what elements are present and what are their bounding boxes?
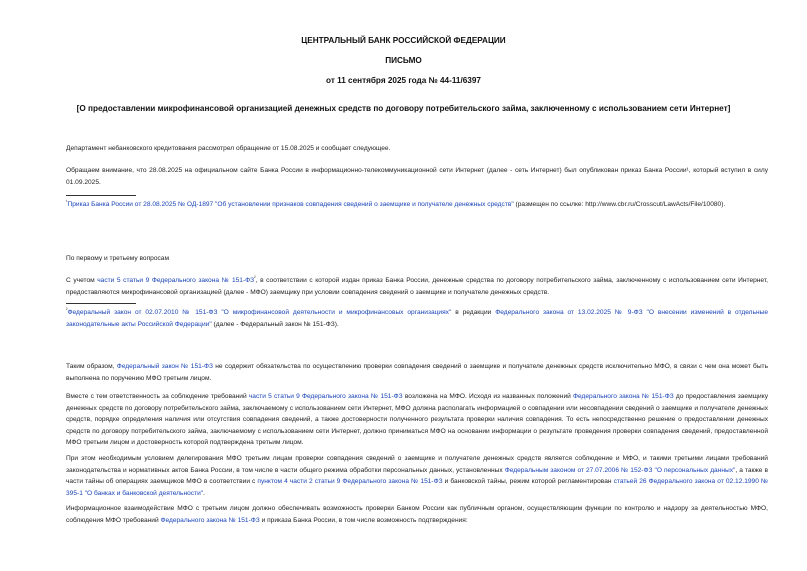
footnote-divider: [66, 303, 136, 304]
paragraph-conclusion: [66, 361, 768, 384]
text-run: .: [203, 489, 205, 497]
section-heading: По первому и третьему вопросам: [66, 255, 169, 262]
footnote-1-marker: ¹: [66, 198, 68, 204]
text-run: Таким образом,: [66, 363, 117, 370]
footnote-1-link[interactable]: Приказ Банка России от 28.08.2025 № ОД-1897 "Об установлении признаков совпадения сведений о заемщике и получателе денежных средств": [67, 201, 514, 208]
text-run: возложена на МФО. Исходя из названных положений: [402, 393, 573, 400]
footnote-2-marker: ²: [66, 306, 68, 312]
text-run: до предоставления заемщику денежных средств по договору потребительского займа, заключаемому с использованием сети Интернет, МФО должна располагать информацией о совпадении или несовпадении сведений о заемщике и получателе денежных средств, порядке определения наличия или отсутствия совпадения сведений, а также достоверности полученного результата проверки наличия совпадения. То есть непосредственно решение о предоставлении денежных средств по договору потребительского займа, заключаемому с использованием сети Интернет, должно приниматься МФО на основании информации о результате проведения проверки совпадения сведений, предоставленной МФО третьим лицом и достоверность которой подтверждена третьим лицом.: [66, 393, 768, 446]
text-run: , а также в части тайны об операциях заемщиков МФО в соответствии с: [66, 466, 768, 485]
footnote-2-link-law-9[interactable]: Федерального закона от 13.02.2025 № 9-ФЗ "О внесении изменений в отдельные законодательные акты Российской Федерации": [66, 309, 769, 328]
text-run: , в соответствии с которой издан приказ Банка России, денежные средства по договору потребительского займа, заключенному с использованием сети Интернет, предоставляются микрофинансовой организацией (далее - МФО) заемщику при условии совпадения сведений о заемщике и получателе денежных средств.: [66, 277, 768, 296]
footnote-1-tail: (размещен по ссылке: http://www.cbr.ru/Crosscut/LawActs/File/10080).: [513, 201, 726, 208]
law-link-151-c[interactable]: Федерального закона № 151-ФЗ: [160, 516, 260, 524]
document-date-number: от 11 сентября 2025 года № 44-11/6397: [326, 76, 481, 85]
law-link-151-b[interactable]: Федерального закона № 151-ФЗ: [573, 393, 674, 400]
footnote-2-link-law-151[interactable]: Федеральный закон от 02.07.2010 № 151-ФЗ "О микрофинансовой деятельности и микрофинансовых организациях": [67, 309, 452, 316]
text-run: При этом необходимым условием делегирования МФО третьим лицам проверки совпадения сведений о заемщике и получателе денежных средств является соблюдение и МФО, и такими третьими лицами требований законодательства и нормативных актов Банка России, в том числе в части общего режима обработки персональных данных, установленных: [66, 455, 768, 474]
law-link-art26-395-1[interactable]: статьей 26 Федерального закона от 02.12.1990 № 395-1 "О банках и банковской деятельности": [66, 478, 768, 497]
footnote-1: [66, 199, 768, 211]
law-link-151[interactable]: Федеральный закон № 151-ФЗ: [116, 363, 213, 370]
paragraph-notice: Обращаем внимание, что 28.08.2025 на официальном сайте Банка России в информационно-телекоммуникационной сети Интернет (далее - сеть Интернет) был опубликован приказ Банка России¹, который вступил в силу 01.09.2025.: [66, 167, 768, 186]
text-run: С учетом: [66, 277, 98, 284]
paragraph-responsibility: [66, 391, 768, 449]
text-run: Вместе с тем ответственность за соблюдение требований: [66, 393, 249, 400]
law-link-152[interactable]: Федеральным законом от 27.07.2006 № 152-ФЗ "О персональных данных": [504, 466, 736, 474]
text-run: Информационное взаимодействие МФО с третьим лицом должно обеспечивать возможность проверки Банком России как публичным органом, осуществляющим функции по контролю и надзору за деятельностью МФО, соблюдения МФО требований: [66, 505, 768, 524]
footnote-divider: [66, 195, 136, 196]
text-run: не содержит обязательства по осуществлению проверки совпадения сведений о заемщике и получателе денежных средств исключительно МФО, в связи с чем она может быть выполнена по поручению МФО третьим лицом.: [66, 363, 769, 382]
footnote-2: [66, 307, 768, 330]
law-link-part5-art9[interactable]: части 5 статьи 9 Федерального закона № 151-ФЗ: [97, 277, 255, 284]
law-link-p4-part2-art9[interactable]: пунктом 4 части 2 статьи 9 Федерального закона № 151-ФЗ: [257, 478, 443, 485]
footnote-2-ref: ²: [254, 274, 256, 280]
law-link-part5-art9-b[interactable]: части 5 статьи 9 Федерального закона № 151-ФЗ: [248, 393, 403, 400]
issuer-heading: ЦЕНТРАЛЬНЫЙ БАНК РОССИЙСКОЙ ФЕДЕРАЦИИ: [301, 36, 506, 45]
text-run: и банковской тайны, режим которой регламентирован: [442, 478, 614, 485]
paragraph-intro: Департамент небанковского кредитования рассмотрел обращение от 15.08.2025 и сообщает следующее.: [66, 145, 391, 152]
document-type: ПИСЬМО: [385, 56, 422, 65]
paragraph-delegation: [66, 453, 768, 499]
paragraph-first-question: [66, 275, 768, 298]
text-run: (далее - Федеральный закон № 151-ФЗ).: [211, 320, 339, 328]
text-run: в редакции: [451, 309, 496, 316]
paragraph-interaction: [66, 503, 768, 526]
text-run: и приказа Банка России, в том числе возможность подтверждения:: [259, 516, 468, 524]
document-title: [О предоставлении микрофинансовой организацией денежных средств по договору потребительского займа, заключенному с использованием сети Интернет]: [76, 104, 731, 113]
